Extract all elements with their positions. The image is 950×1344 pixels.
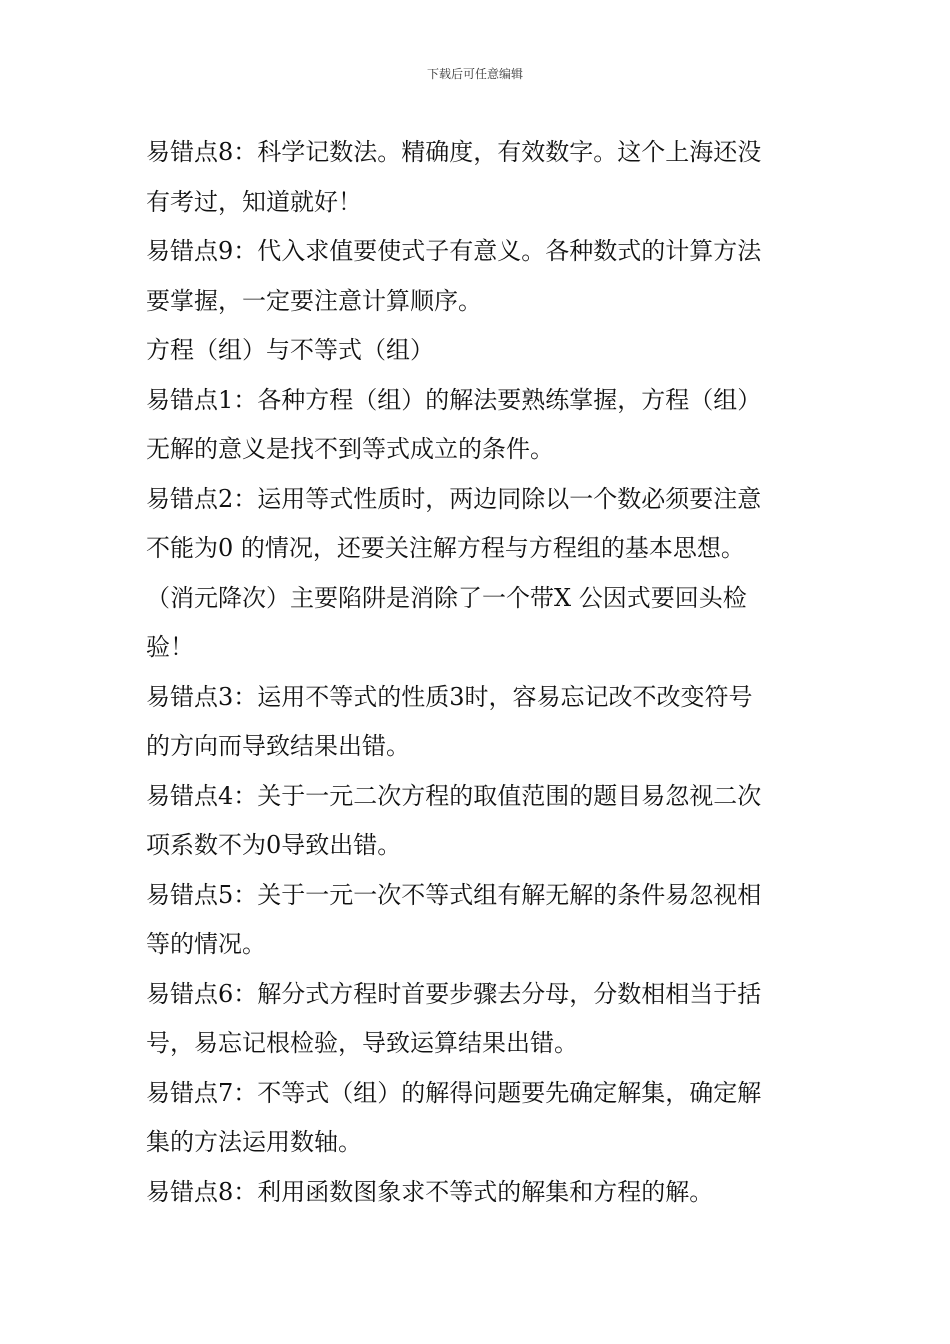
text-line: 易错点7：不等式（组）的解得问题要先确定解集，确定解 [146,1078,762,1107]
document-body [146,128,806,1217]
text-line: 的方向而导致结果出错。 [146,732,410,760]
text-line: 要掌握，一定要注意计算顺序。 [146,286,482,315]
text-line: 项系数不为0导致出错。 [146,831,402,859]
text-line: 易错点5：关于一元一次不等式组有解无解的条件易忽视相 [146,880,762,909]
page-header-note: 下载后可任意编辑 [426,67,523,81]
text-line: 有考过，知道就好！ [146,187,362,216]
text-line: 无解的意义是找不到等式成立的条件。 [146,435,554,463]
text-line: 易错点3：运用不等式的性质3时，容易忘记改不改变符号 [146,682,753,711]
text-line: 等的情况。 [146,930,266,958]
text-line: 易错点6：解分式方程时首要步骤去分母，分数相相当于括 [146,979,762,1008]
text-line: （消元降次）主要陷阱是消除了一个带X 公因式要回头检 [146,583,747,612]
section-heading: 方程（组）与不等式（组） [146,336,434,364]
text-line: 易错点8：科学记数法。精确度，有效数字。这个上海还没 [146,138,762,166]
text-line: 验！ [146,633,194,661]
text-line: 易错点8：利用函数图象求不等式的解集和方程的解。 [146,1177,714,1206]
text-line: 易错点4：关于一元二次方程的取值范围的题目易忽视二次 [146,781,762,810]
text-line: 易错点9：代入求值要使式子有意义。各种数式的计算方法 [146,237,762,265]
text-line: 不能为0 的情况，还要关注解方程与方程组的基本思想。 [146,534,745,562]
text-line: 集的方法运用数轴。 [146,1128,362,1156]
text-line: 易错点1：各种方程（组）的解法要熟练掌握，方程（组） [146,385,762,414]
text-line: 易错点2：运用等式性质时，两边同除以一个数必须要注意 [146,484,762,513]
text-line: 号，易忘记根检验，导致运算结果出错。 [146,1029,578,1057]
